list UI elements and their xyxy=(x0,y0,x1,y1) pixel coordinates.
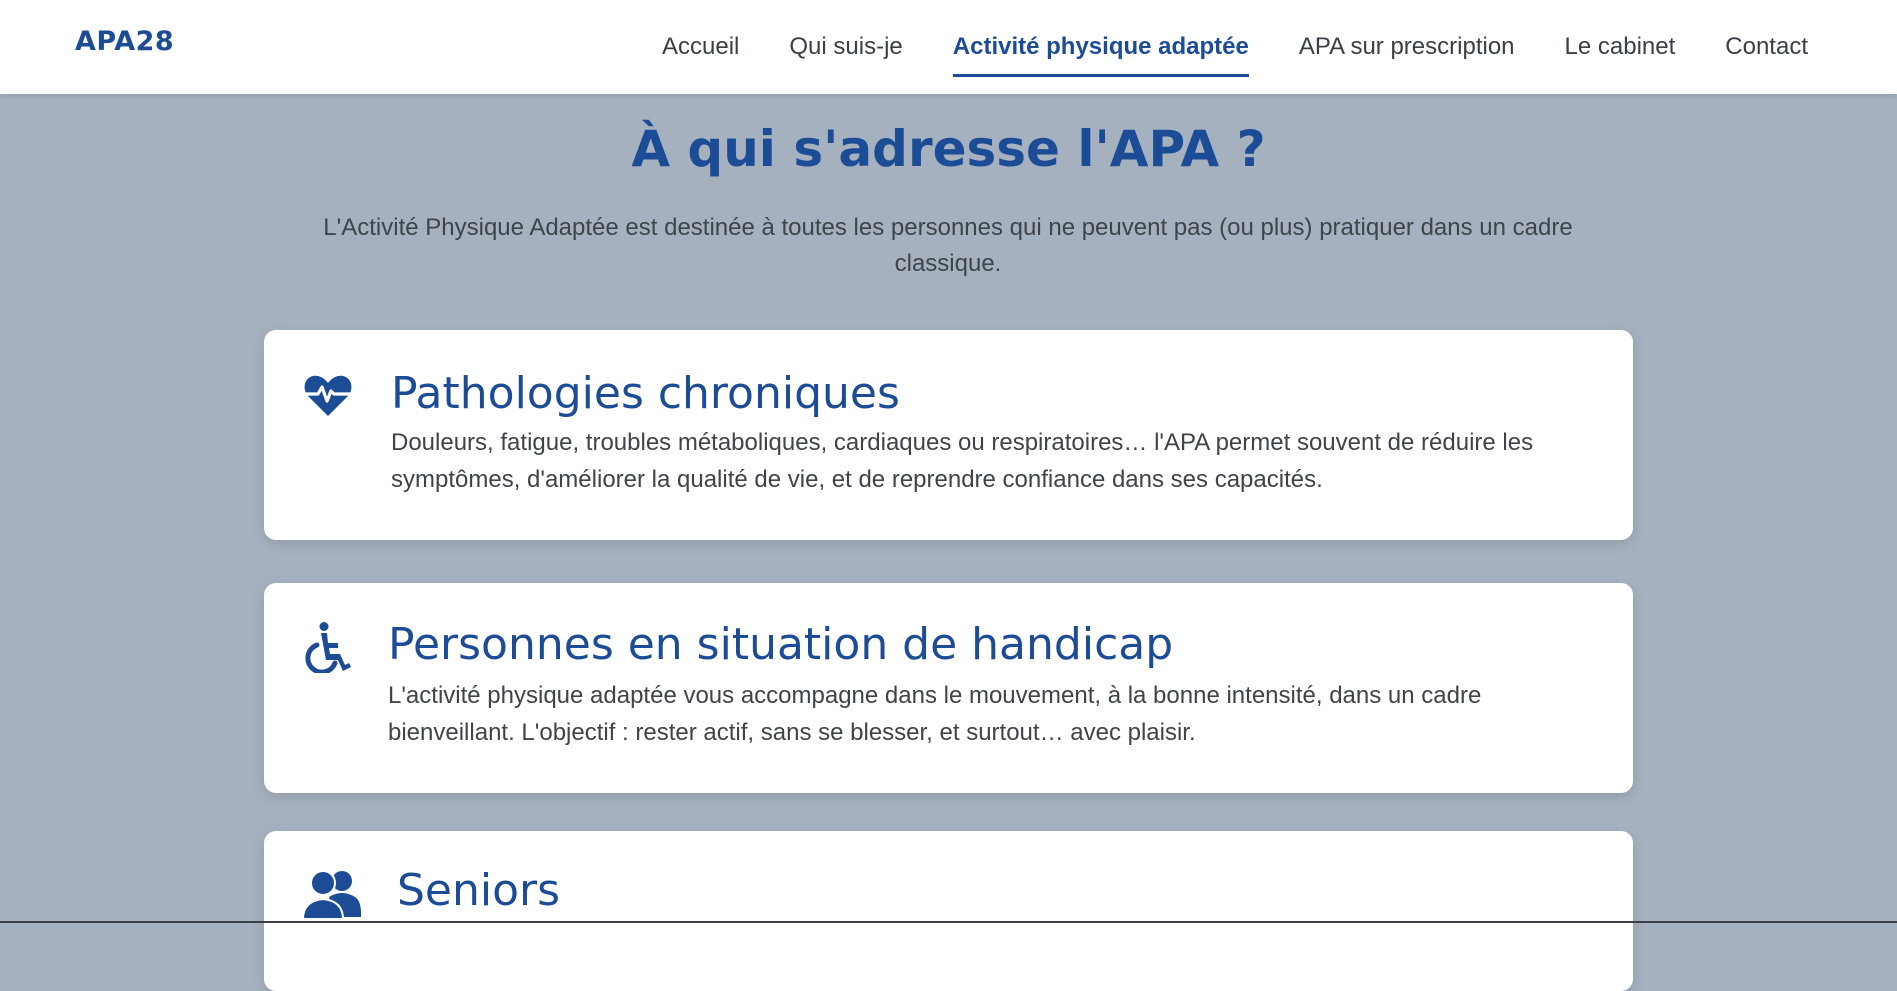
card-title: Seniors xyxy=(397,865,560,916)
heart-pulse-icon xyxy=(302,370,354,422)
main-nav xyxy=(662,0,1808,94)
nav-item-activite-physique-adaptee[interactable]: Activité physique adaptée xyxy=(953,27,1249,67)
users-icon xyxy=(302,869,362,921)
nav-item-le-cabinet[interactable]: Le cabinet xyxy=(1565,27,1676,67)
card-title: Pathologies chroniques xyxy=(391,368,900,419)
section-title: À qui s'adresse l'APA ? xyxy=(0,120,1897,178)
nav-item-contact[interactable]: Contact xyxy=(1725,27,1808,67)
card-text: L'activité physique adaptée vous accompagne dans le mouvement, à la bonne intensité, dans un cadre bienveillant. L'objectif : rester actif, sans se blesser, et surtout… avec plaisir. xyxy=(388,677,1548,751)
card-text: Douleurs, fatigue, troubles métaboliques, cardiaques ou respiratoires… l'APA permet souvent de réduire les symptômes, d'améliorer la qualité de vie, et de reprendre confiance dans ses capacités. xyxy=(391,424,1601,498)
card-handicap xyxy=(264,583,1633,793)
nav-item-qui-suis-je[interactable]: Qui suis-je xyxy=(789,27,902,67)
card-title: Personnes en situation de handicap xyxy=(388,619,1173,670)
nav-item-apa-sur-prescription[interactable]: APA sur prescription xyxy=(1299,27,1515,67)
card-pathologies-chroniques xyxy=(264,330,1633,540)
nav-item-accueil[interactable]: Accueil xyxy=(662,27,739,67)
brand-logo-link[interactable]: APA28 xyxy=(75,26,174,57)
section-intro: L'Activité Physique Adaptée est destinée à toutes les personnes qui ne peuvent pas (ou plus) pratiquer dans un cadre classique. xyxy=(318,210,1578,282)
top-navbar xyxy=(0,0,1897,94)
wheelchair-icon xyxy=(302,621,354,673)
card-seniors xyxy=(264,831,1633,991)
